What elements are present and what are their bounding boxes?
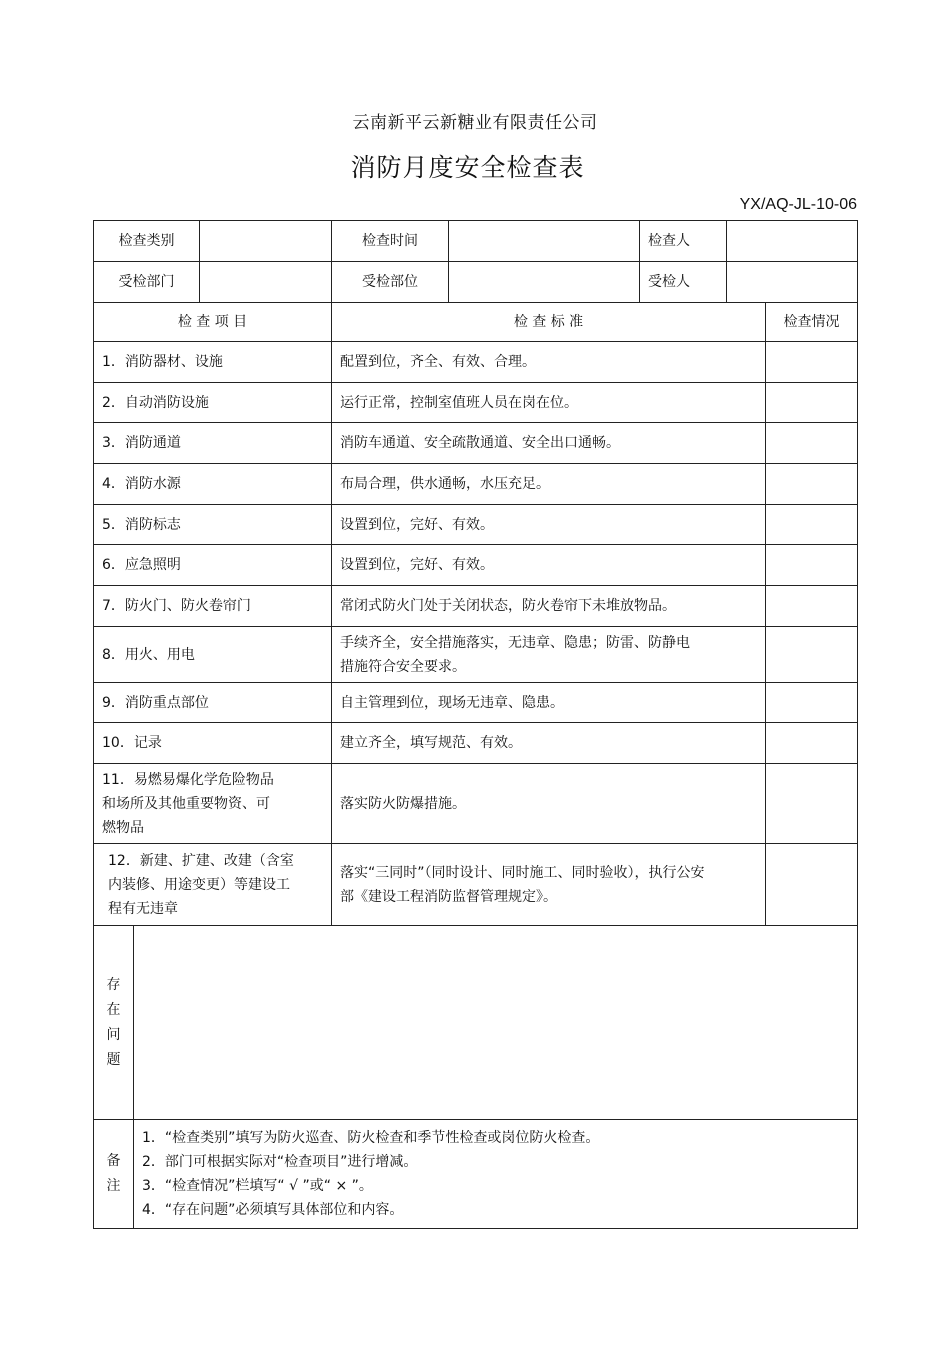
row-standard: 落实防火防爆措施。 <box>332 764 766 844</box>
row-status-cell[interactable] <box>766 723 858 764</box>
dept-field[interactable] <box>200 262 332 303</box>
row-status-cell[interactable] <box>766 764 858 844</box>
row-standard: 运行正常，控制室值班人员在岗在位。 <box>332 383 766 423</box>
table-row <box>94 586 858 627</box>
row-standard: 配置到位，齐全、有效、合理。 <box>332 342 766 383</box>
row-status-cell[interactable] <box>766 505 858 545</box>
row-item: 4．消防水源 <box>94 464 332 505</box>
row-status-cell[interactable] <box>766 383 858 423</box>
check-type-label: 检查类别 <box>94 221 200 262</box>
inspector-field[interactable] <box>727 221 858 262</box>
check-time-label: 检查时间 <box>332 221 449 262</box>
row-item: 7．防火门、防火卷帘门 <box>94 586 332 627</box>
remarks-label-cell <box>94 1120 134 1229</box>
row-standard: 手续齐全，安全措施落实，无违章、隐患；防雷、防静电措施符合安全要求。 <box>332 627 766 683</box>
row-item: 6．应急照明 <box>94 545 332 586</box>
row-status-cell[interactable] <box>766 586 858 627</box>
row-standard: 设置到位，完好、有效。 <box>332 545 766 586</box>
remark-line: 2．部门可根据实际对“检查项目”进行增减。 <box>142 1154 418 1170</box>
document-number: YX/AQ-JL-10-06 <box>739 196 857 213</box>
row-status-cell[interactable] <box>766 627 858 683</box>
remark-line: 3．“检查情况”栏填写“ √ ”或“ × ”。 <box>142 1178 373 1194</box>
table-row <box>94 844 858 926</box>
table-row <box>94 423 858 464</box>
row-standard: 常闭式防火门处于关闭状态，防火卷帘下未堆放物品。 <box>332 586 766 627</box>
inspectee-label: 受检人 <box>640 262 727 303</box>
table-row <box>94 723 858 764</box>
row-status-cell[interactable] <box>766 423 858 464</box>
table-row <box>94 627 858 683</box>
table-row <box>94 342 858 383</box>
table-row <box>94 383 858 423</box>
remark-line: 4．“存在问题”必须填写具体部位和内容。 <box>142 1202 404 1218</box>
row-standard: 建立齐全，填写规范、有效。 <box>332 723 766 764</box>
row-status-cell[interactable] <box>766 545 858 586</box>
remark-line: 1．“检查类别”填写为防火巡查、防火检查和季节性检查或岗位防火检查。 <box>142 1130 600 1146</box>
row-standard: 落实“三同时”（同时设计、同时施工、同时验收），执行公安部《建设工程消防监督管理规定》。 <box>332 844 766 926</box>
row-item: 10．记录 <box>94 723 332 764</box>
table-row <box>94 683 858 723</box>
table-row <box>94 464 858 505</box>
row-item: 8．用火、用电 <box>94 627 332 683</box>
table-row <box>94 764 858 844</box>
dept-label: 受检部门 <box>94 262 200 303</box>
row-standard: 设置到位，完好、有效。 <box>332 505 766 545</box>
check-time-field[interactable] <box>449 221 640 262</box>
row-item: 9．消防重点部位 <box>94 683 332 723</box>
problems-field[interactable] <box>134 926 858 1120</box>
row-status-cell[interactable] <box>766 342 858 383</box>
row-item: 12．新建、扩建、改建（含室内装修、用途变更）等建设工程有无违章 <box>94 844 332 926</box>
row-standard: 自主管理到位，现场无违章、隐患。 <box>332 683 766 723</box>
problems-label: 存在问题 <box>106 976 121 1068</box>
row-item: 3．消防通道 <box>94 423 332 464</box>
check-type-field[interactable] <box>200 221 332 262</box>
problems-label-cell <box>94 926 134 1120</box>
row-item: 11．易燃易爆化学危险物品和场所及其他重要物资、可燃物品 <box>94 764 332 844</box>
column-item-header: 检 查 项 目 <box>94 303 332 342</box>
column-status-header: 检查情况 <box>766 303 858 342</box>
row-item: 1．消防器材、设施 <box>94 342 332 383</box>
remarks-label: 备注 <box>106 1153 121 1194</box>
table-row <box>94 505 858 545</box>
row-standard: 布局合理，供水通畅，水压充足。 <box>332 464 766 505</box>
form-title: 消防月度安全检查表 <box>350 153 585 182</box>
remarks-content <box>134 1120 858 1229</box>
column-standard-header: 检 查 标 准 <box>332 303 766 342</box>
inspector-label: 检查人 <box>640 221 727 262</box>
location-field[interactable] <box>449 262 640 303</box>
inspectee-field[interactable] <box>727 262 858 303</box>
inspection-table <box>93 220 858 1229</box>
company-name: 云南新平云新糖业有限责任公司 <box>352 113 598 133</box>
row-item: 2．自动消防设施 <box>94 383 332 423</box>
row-status-cell[interactable] <box>766 683 858 723</box>
row-item: 5．消防标志 <box>94 505 332 545</box>
location-label: 受检部位 <box>332 262 449 303</box>
table-row <box>94 545 858 586</box>
row-standard: 消防车通道、安全疏散通道、安全出口通畅。 <box>332 423 766 464</box>
row-status-cell[interactable] <box>766 844 858 926</box>
row-status-cell[interactable] <box>766 464 858 505</box>
